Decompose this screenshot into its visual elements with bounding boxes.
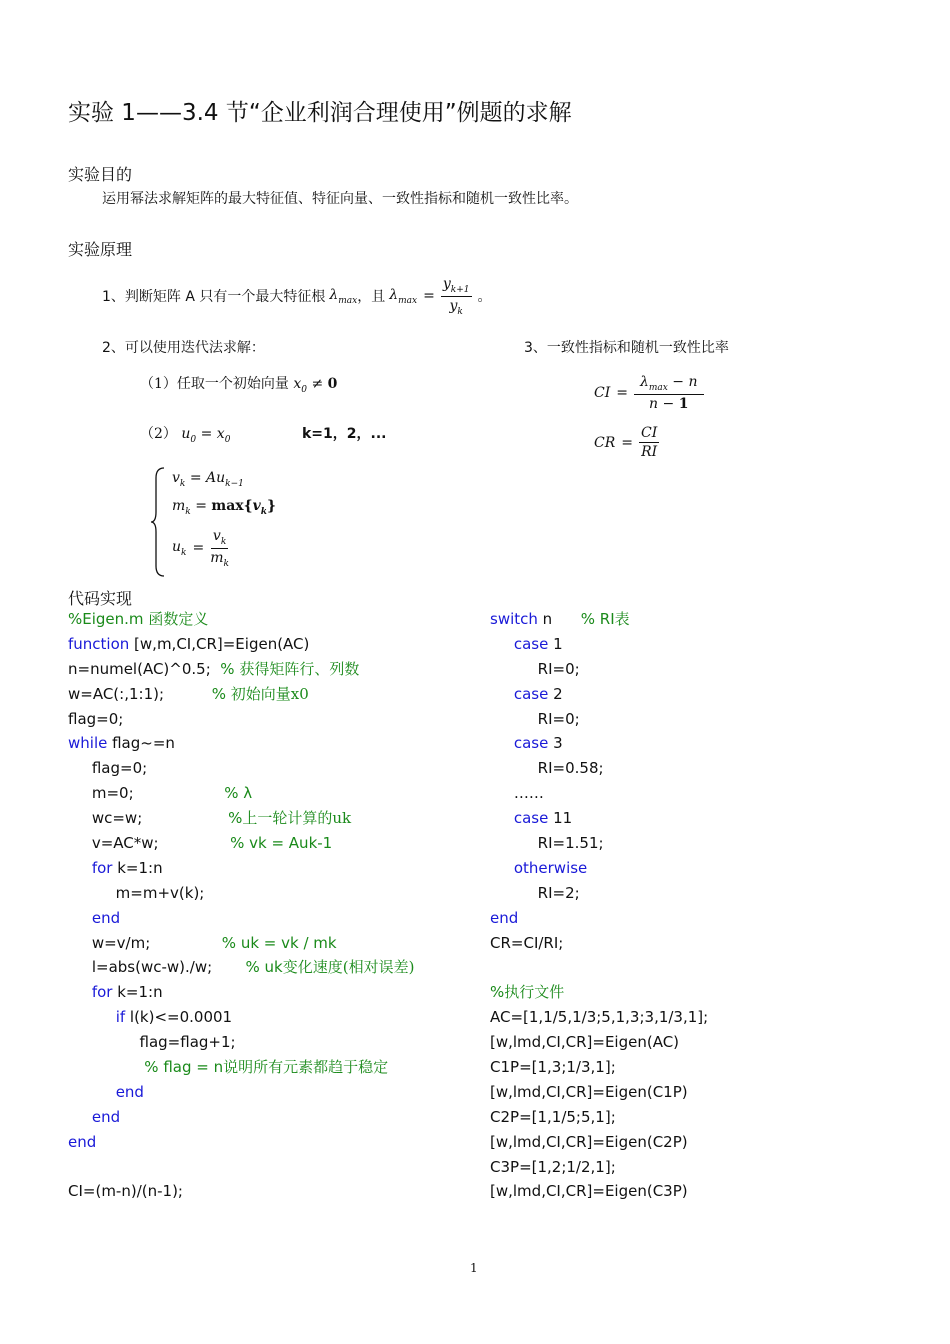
code-keyword: function xyxy=(68,634,130,653)
code-text: RI=2; xyxy=(490,883,580,902)
code-right-line xyxy=(490,731,708,756)
code-text: 2 xyxy=(548,684,563,703)
code-comment: 初始向量x0 xyxy=(230,684,309,703)
code-text: 3 xyxy=(548,734,563,753)
code-comment: % vk = Auk-1 xyxy=(230,834,333,853)
code-text xyxy=(68,1058,144,1076)
code-left-line xyxy=(68,731,414,756)
principle-item-3: 3、一致性指标和随机一致性比率 xyxy=(524,340,729,356)
code-keyword: case xyxy=(513,634,549,653)
code-comment: % uk = vk / mk xyxy=(221,933,337,952)
equation-ci: CI = $\frac{\lambda_{max} - n}{n - 1}$ xyxy=(594,374,704,412)
code-text xyxy=(490,859,514,877)
code-left-line xyxy=(68,682,414,707)
code-right-line xyxy=(490,682,708,707)
step-1-label: （1）任取一个初始向量 xyxy=(140,376,289,392)
step-2 xyxy=(140,423,230,445)
code-left-line xyxy=(68,856,414,881)
u0-eq-x0: $u_0 = x_0$ xyxy=(181,426,231,445)
code-text xyxy=(490,685,514,703)
code-left-line xyxy=(68,657,414,682)
code-keyword: case xyxy=(513,684,549,703)
purpose-heading: 实验目的 xyxy=(68,165,133,184)
code-text: RI=0; xyxy=(490,709,580,728)
code-right-line xyxy=(490,1005,708,1030)
code-right-line xyxy=(490,1179,708,1204)
code-comment: 表 xyxy=(614,610,630,628)
code-text xyxy=(68,909,92,927)
code-comment: % xyxy=(490,983,505,1002)
code-right-line xyxy=(490,756,708,781)
code-comment: % xyxy=(211,684,231,703)
x0-neq-0: $x_0 \ne 0$ xyxy=(293,376,338,395)
code-comment: 函数定义 xyxy=(148,610,209,628)
code-left-line xyxy=(68,1080,414,1105)
step-2-label: （2） xyxy=(140,426,177,442)
code-left-line xyxy=(68,906,414,931)
code-right-line xyxy=(490,632,708,657)
code-text: [w,lmd,CI,CR]=Eigen(C3P) xyxy=(490,1182,688,1201)
code-left-line xyxy=(68,1055,414,1080)
code-comment: %Eigen.m xyxy=(68,610,149,628)
code-right-line xyxy=(490,931,708,956)
code-text: flag=flag+1; xyxy=(68,1033,236,1052)
code-right-line xyxy=(490,1030,708,1055)
code-left-line xyxy=(68,1030,414,1055)
code-right-line xyxy=(490,1155,708,1180)
code-text xyxy=(68,983,92,1001)
code-left-line xyxy=(68,607,414,632)
code-keyword: case xyxy=(513,809,549,828)
code-comment: 获得矩阵行、列数 xyxy=(239,659,360,678)
code-text xyxy=(490,809,514,827)
code-left-line xyxy=(68,806,414,831)
code-text: flag=0; xyxy=(68,759,148,778)
code-text: v=AC*w; xyxy=(68,834,231,853)
code-text xyxy=(490,635,514,653)
code-keyword: end xyxy=(68,1132,97,1151)
code-right-line xyxy=(490,1080,708,1105)
code-keyword: switch xyxy=(490,610,538,628)
code-right-line xyxy=(490,781,708,806)
principle-item-1 xyxy=(102,276,492,316)
equation-mk: $m_k = \max\{v_k\}$ xyxy=(172,498,277,517)
code-text: w=AC(:,1:1); xyxy=(68,684,212,703)
code-right-line xyxy=(490,955,708,980)
code-text: …… xyxy=(490,784,544,803)
code-text xyxy=(68,859,92,877)
lambda-max-symbol: $\lambda_{max}$ xyxy=(329,286,358,306)
code-text: AC=[1,1/5,1/3;5,1,3;3,1/3,1]; xyxy=(490,1008,709,1027)
code-keyword: end xyxy=(115,1082,144,1101)
code-text: k=1:n xyxy=(112,983,163,1002)
page-title: 实验 1——3.4 节“企业利润合理使用”例题的求解 xyxy=(68,100,572,126)
code-left-line xyxy=(68,1179,414,1204)
equation-vk: $v_k = Au_{k-1}$ xyxy=(172,470,244,489)
code-right-line xyxy=(490,856,708,881)
code-text: k=1:n xyxy=(112,858,163,877)
code-left-line xyxy=(68,881,414,906)
equation-uk: $u_k$ = $\frac{v_k}{m_k}$ xyxy=(172,528,229,569)
code-right-line xyxy=(490,657,708,682)
code-text: C1P=[1,3;1/3,1]; xyxy=(490,1058,616,1077)
code-text: 1 xyxy=(548,634,563,653)
step-2-k-range: k=1，2，... xyxy=(302,426,387,442)
step-1 xyxy=(140,373,337,395)
code-keyword: case xyxy=(513,734,549,753)
code-left-line xyxy=(68,1155,414,1180)
code-right-line xyxy=(490,1105,708,1130)
code-left-line xyxy=(68,931,414,956)
code-keyword: end xyxy=(91,908,121,927)
code-left-line xyxy=(68,980,414,1005)
code-keyword: for xyxy=(91,983,113,1002)
code-left-line xyxy=(68,955,414,980)
code-text: [w,m,CI,CR]=Eigen(AC) xyxy=(129,634,310,653)
item1-mid: ，且 xyxy=(357,289,386,305)
code-right-line xyxy=(490,806,708,831)
code-text: C2P=[1,1/5;5,1]; xyxy=(490,1107,616,1126)
code-right-line xyxy=(490,881,708,906)
code-comment: % xyxy=(220,659,240,678)
code-right-line xyxy=(490,906,708,931)
code-text: m=m+v(k); xyxy=(68,883,205,902)
equals-sign: = xyxy=(423,288,435,304)
code-text: l(k)<=0.0001 xyxy=(125,1008,233,1027)
code-text: n xyxy=(537,610,581,628)
code-keyword: end xyxy=(91,1107,121,1126)
code-text xyxy=(490,734,514,752)
code-text: [w,lmd,CI,CR]=Eigen(C1P) xyxy=(490,1082,688,1101)
code-text: [w,lmd,CI,CR]=Eigen(C2P) xyxy=(490,1132,688,1151)
code-text: CR=CI/RI; xyxy=(490,933,564,952)
code-text: flag=0; xyxy=(68,709,124,728)
code-comment: 上一轮计算的uk xyxy=(242,809,352,828)
code-left-line xyxy=(68,1105,414,1130)
code-right-line xyxy=(490,607,708,632)
code-block-right xyxy=(490,607,708,1204)
equation-cr: CR = $\frac{CI}{RI}$ xyxy=(594,425,658,460)
code-text: CI=(m-n)/(n-1); xyxy=(68,1182,183,1201)
code-right-line xyxy=(490,707,708,732)
item1-prefix: 1、判断矩阵 A 只有一个最大特征根 xyxy=(102,289,326,305)
code-right-line xyxy=(490,980,708,1005)
code-comment: % xyxy=(228,809,243,828)
left-brace-icon xyxy=(150,466,166,578)
code-comment: 说明所有元素都趋于稳定 xyxy=(223,1058,389,1077)
code-text: l=abs(wc-w)./w; xyxy=(68,958,246,977)
code-left-line xyxy=(68,831,414,856)
code-right-line xyxy=(490,1130,708,1155)
code-block-left xyxy=(68,607,414,1204)
item1-end: 。 xyxy=(477,289,492,305)
code-text xyxy=(68,1108,92,1126)
lambda-max-symbol-2: $\lambda_{max}$ xyxy=(389,286,418,306)
code-heading: 代码实现 xyxy=(68,589,133,608)
code-text xyxy=(68,1008,116,1026)
code-left-line xyxy=(68,707,414,732)
code-text: n=numel(AC)^0.5; xyxy=(68,659,221,678)
code-text: m=0; xyxy=(68,784,225,803)
principle-heading: 实验原理 xyxy=(68,240,133,259)
code-text: flag~=n xyxy=(107,734,175,753)
code-right-line xyxy=(490,1055,708,1080)
code-comment: % flag = n xyxy=(144,1058,224,1077)
code-left-line xyxy=(68,781,414,806)
code-keyword: while xyxy=(68,734,108,753)
code-keyword: for xyxy=(91,858,113,877)
code-text: C3P=[1,2;1/2,1]; xyxy=(490,1157,616,1176)
code-text: RI=1.51; xyxy=(490,834,604,853)
code-left-line xyxy=(68,756,414,781)
code-text: wc=w; xyxy=(68,809,229,828)
code-left-line xyxy=(68,1130,414,1155)
code-keyword: if xyxy=(115,1008,126,1027)
page-number: 1 xyxy=(470,1261,478,1275)
lambda-fraction: $\frac{y_{k+1}}{y_k}$ xyxy=(442,275,470,317)
code-right-line xyxy=(490,831,708,856)
code-text: RI=0.58; xyxy=(490,759,604,778)
code-left-line xyxy=(68,632,414,657)
code-comment: 变化速度(相对误差) xyxy=(282,958,415,977)
code-keyword: end xyxy=(490,908,519,927)
code-keyword: otherwise xyxy=(513,858,588,877)
code-left-line xyxy=(68,1005,414,1030)
code-text: [w,lmd,CI,CR]=Eigen(AC) xyxy=(490,1033,680,1052)
code-comment: % RI xyxy=(580,610,615,628)
code-comment: % λ xyxy=(224,784,253,803)
code-comment: % uk xyxy=(245,958,283,977)
code-comment: 执行文件 xyxy=(504,983,565,1002)
purpose-text: 运用幂法求解矩阵的最大特征值、特征向量、一致性指标和随机一致性比率。 xyxy=(102,191,578,207)
code-text: w=v/m; xyxy=(68,933,222,952)
code-text xyxy=(68,1083,116,1101)
code-text: RI=0; xyxy=(490,659,580,678)
code-text: 11 xyxy=(548,809,573,828)
principle-item-2: 2、可以使用迭代法求解： xyxy=(102,340,265,356)
